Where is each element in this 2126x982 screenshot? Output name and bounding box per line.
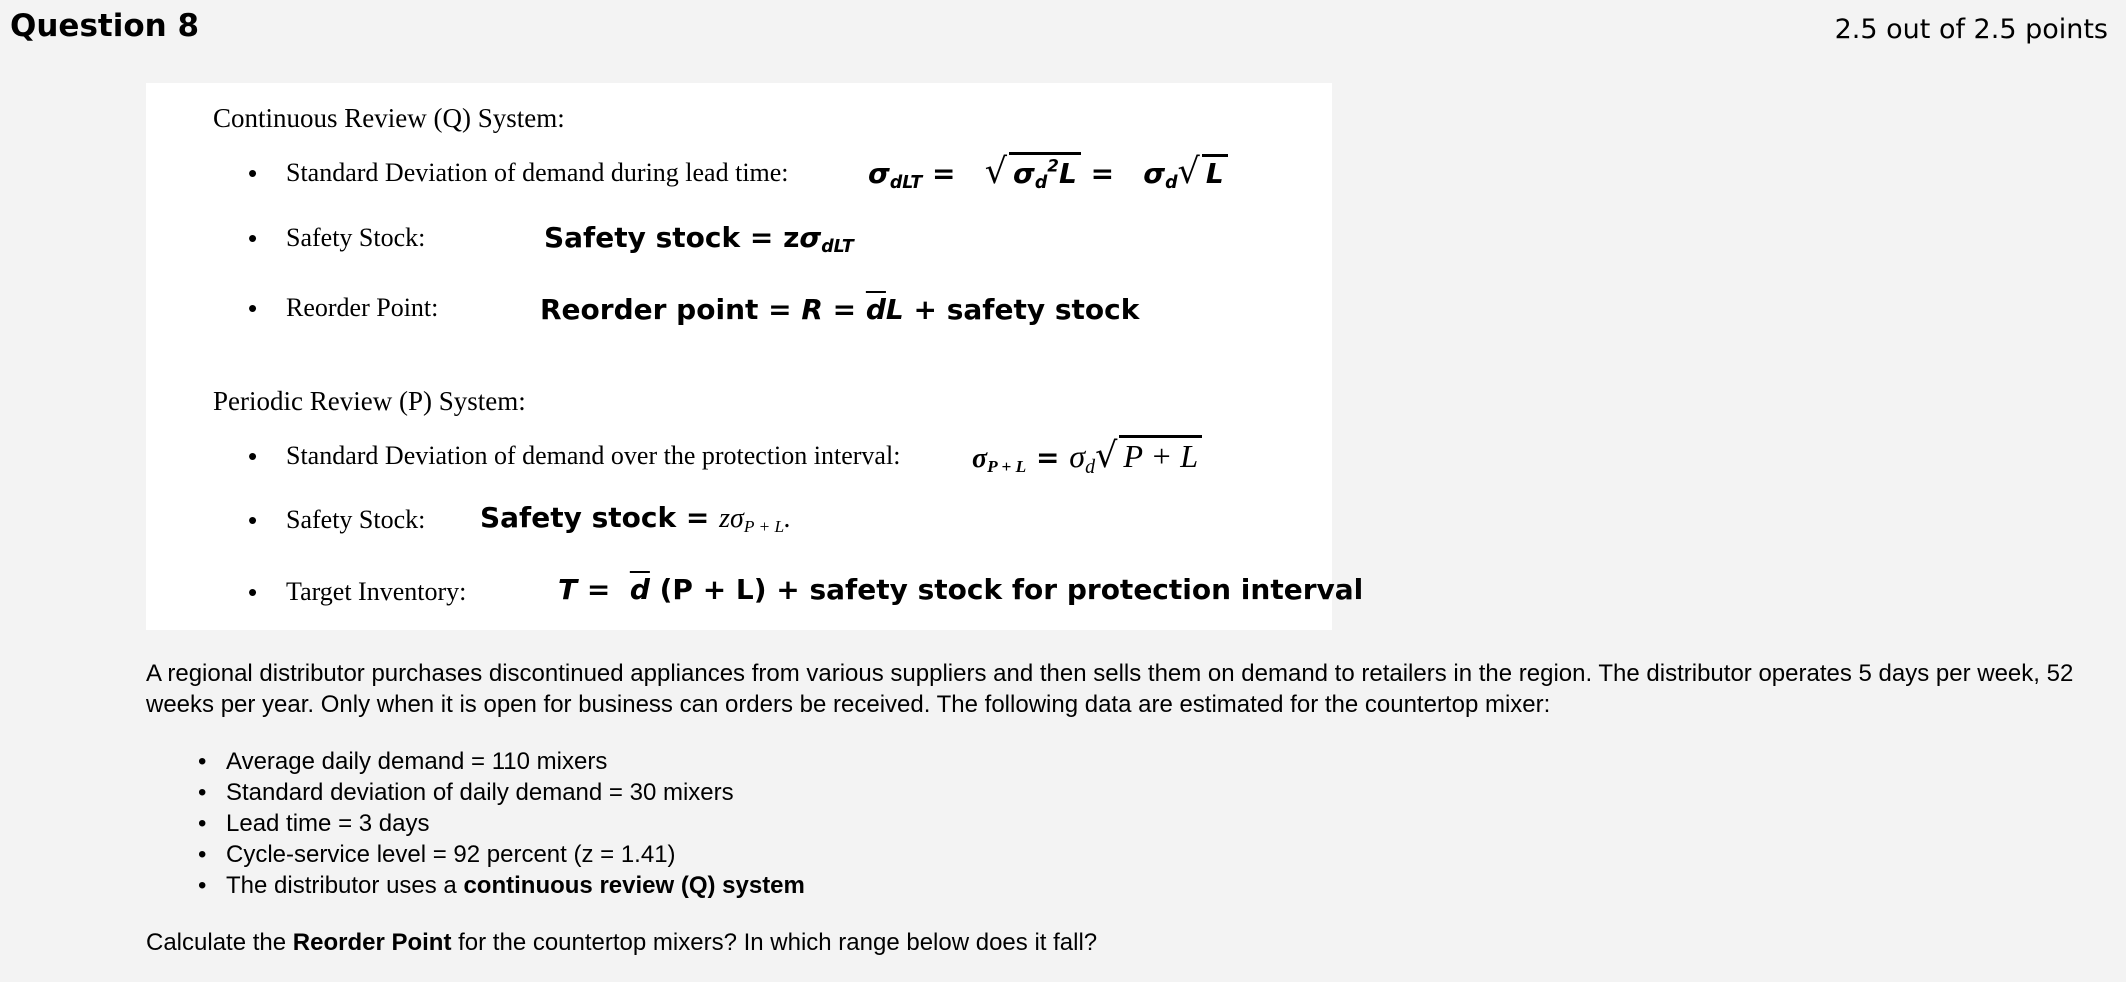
bullet-icon: • (248, 223, 258, 253)
question-points: 2.5 out of 2.5 points (1834, 14, 2108, 45)
bullet-icon: • (198, 810, 207, 837)
periodic-sd-row (248, 436, 1328, 485)
problem-text (146, 658, 2096, 720)
bullet-icon: • (248, 158, 258, 188)
list-item: • Lead time = 3 days (198, 810, 430, 837)
periodic-sd-formula: $\sigma_{P + L} = \sigma_d√$ P + L (972, 435, 1202, 479)
list-item: • Standard deviation of daily demand = 30 mixers (198, 779, 734, 806)
periodic-ss-formula: Safety stock = $z\sigma_{P + L}$. (480, 501, 792, 537)
bullet-icon: • (248, 293, 258, 323)
continuous-ss-row (248, 223, 1148, 263)
periodic-ss-label: Safety Stock: (286, 505, 426, 534)
list-item: • The distributor uses a continuous review (Q) system (198, 872, 805, 899)
periodic-sd-label: Standard Deviation of demand over the protection interval: (286, 441, 901, 470)
formula-image (146, 83, 1364, 630)
bullet-icon: • (248, 441, 258, 471)
continuous-rop-label: Reorder Point: (286, 293, 439, 322)
bullet-icon: • (248, 577, 258, 607)
bullet-icon: • (248, 505, 258, 535)
problem-data-list (146, 746, 805, 901)
continuous-sd-formula: $\sigma_{dLT}$ = √ $\sigma_d^2L = \sigma_d√$ L (868, 152, 1228, 193)
system-type: continuous review (Q) system (463, 872, 805, 899)
question-title: Question 8 (10, 8, 200, 44)
continuous-ss-label: Safety Stock: (286, 223, 426, 252)
continuous-ss-formula: Safety stock = $z\sigma_{dLT}$ (544, 221, 854, 258)
bullet-icon: • (198, 779, 207, 806)
list-item: • Cycle-service level = 92 percent (z = 1.41) (198, 841, 676, 868)
problem-paragraph: A regional distributor purchases discontinued appliances from various suppliers and then sells them on demand to retailers in the region. The distributor operates 5 days per week, 52 weeks per year. Only when it is open for business can orders be received. The following data are estimated for the countertop mixer: (146, 660, 2074, 718)
bullet-icon: • (198, 872, 207, 899)
periodic-ti-row (248, 573, 1364, 617)
continuous-rop-formula: Reorder point = $R = \overline{d}L$ + safety stock (540, 293, 1140, 326)
bullet-icon: • (198, 748, 207, 775)
periodic-heading: Periodic Review (P) System: (213, 386, 526, 416)
continuous-heading: Continuous Review (Q) System: (213, 103, 565, 133)
bullet-icon: • (198, 841, 207, 868)
question-keyword: Reorder Point (292, 929, 452, 956)
periodic-ss-row (248, 501, 1148, 545)
periodic-ti-formula: $T = \overline{d}$ (P + L) + safety stock for protection interval (558, 573, 1364, 606)
continuous-rop-row (248, 293, 1148, 333)
question-header (10, 6, 2108, 56)
periodic-ti-label: Target Inventory: (286, 577, 467, 606)
continuous-sd-label: Standard Deviation of demand during lead time: (286, 158, 789, 187)
continuous-sd-row (248, 152, 1328, 198)
question-prompt: Calculate the Reorder Point for the countertop mixers? In which range below does it fall? (146, 929, 1098, 956)
list-item: • Average daily demand = 110 mixers (198, 748, 608, 775)
